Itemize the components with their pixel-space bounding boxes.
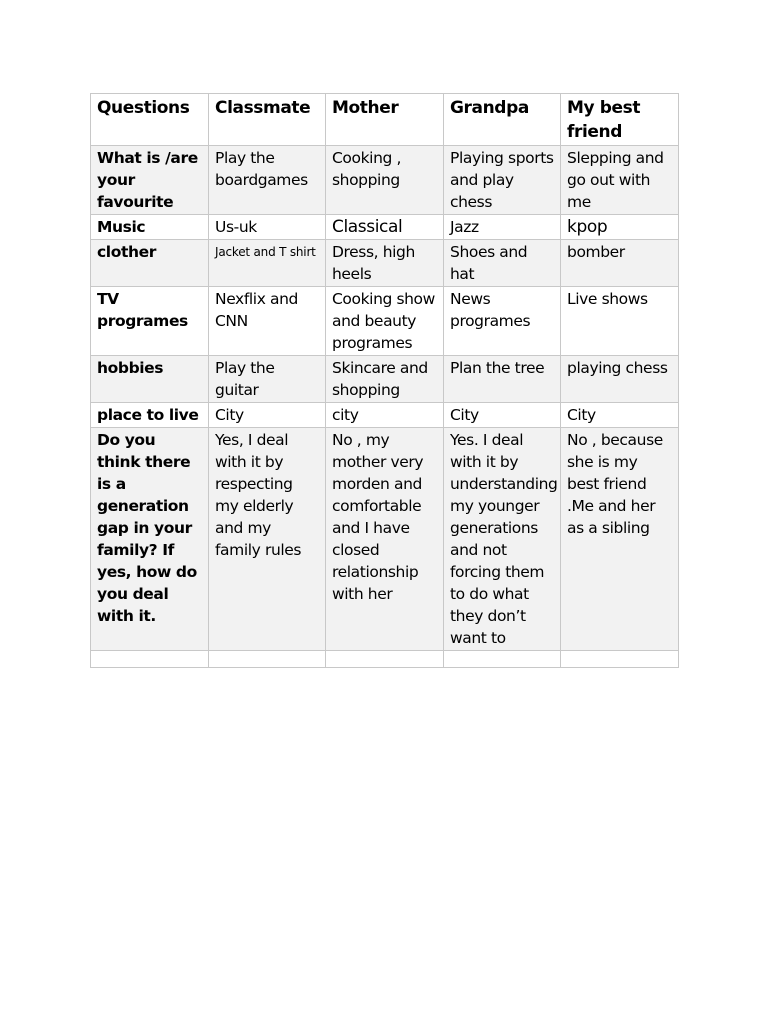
table-row xyxy=(91,403,679,428)
question-cell: What is /are your favourite xyxy=(91,146,209,215)
table-row xyxy=(91,215,679,240)
empty-cell xyxy=(91,651,209,668)
survey-table xyxy=(90,93,679,668)
answer-cell: Yes, I deal with it by respecting my elderly and my family rules xyxy=(209,428,326,651)
answer-cell: playing chess xyxy=(561,356,679,403)
answer-cell: Us-uk xyxy=(209,215,326,240)
answer-cell: Dress, high heels xyxy=(326,240,444,287)
question-cell: clother xyxy=(91,240,209,287)
answer-cell: kpop xyxy=(561,215,679,240)
answer-cell: Slepping and go out with me xyxy=(561,146,679,215)
answer-cell: Skincare and shopping xyxy=(326,356,444,403)
header-cell-classmate: Classmate xyxy=(209,94,326,146)
answer-cell: Play the boardgames xyxy=(209,146,326,215)
answer-cell: Cooking show and beauty programes xyxy=(326,287,444,356)
answer-cell: City xyxy=(444,403,561,428)
empty-cell xyxy=(326,651,444,668)
answer-cell: No , because she is my best friend .Me and her as a sibling xyxy=(561,428,679,651)
empty-cell xyxy=(561,651,679,668)
answer-cell: Live shows xyxy=(561,287,679,356)
table-row xyxy=(91,240,679,287)
answer-cell: Play the guitar xyxy=(209,356,326,403)
question-cell: place to live xyxy=(91,403,209,428)
table-header-row xyxy=(91,94,679,146)
answer-cell: No , my mother very morden and comfortable and I have closed relationship with her xyxy=(326,428,444,651)
answer-cell: City xyxy=(209,403,326,428)
table-row xyxy=(91,428,679,651)
header-cell-grandpa: Grandpa xyxy=(444,94,561,146)
answer-cell: city xyxy=(326,403,444,428)
answer-cell: Jazz xyxy=(444,215,561,240)
table-row xyxy=(91,287,679,356)
question-cell: TV programes xyxy=(91,287,209,356)
answer-cell: Shoes and hat xyxy=(444,240,561,287)
header-cell-best-friend: My best friend xyxy=(561,94,679,146)
empty-cell xyxy=(209,651,326,668)
table-row-empty xyxy=(91,651,679,668)
question-cell: Do you think there is a generation gap in your family? If yes, how do you deal with it. xyxy=(91,428,209,651)
answer-cell: Jacket and T shirt xyxy=(209,240,326,287)
table-row xyxy=(91,146,679,215)
question-cell: hobbies xyxy=(91,356,209,403)
header-cell-questions: Questions xyxy=(91,94,209,146)
answer-cell: bomber xyxy=(561,240,679,287)
answer-cell: Yes. I deal with it by understanding my younger generations and not forcing them to do what they don’t want to xyxy=(444,428,561,651)
answer-cell: Classical xyxy=(326,215,444,240)
answer-cell: News programes xyxy=(444,287,561,356)
answer-cell: Playing sports and play chess xyxy=(444,146,561,215)
question-cell: Music xyxy=(91,215,209,240)
table-row xyxy=(91,356,679,403)
empty-cell xyxy=(444,651,561,668)
header-cell-mother: Mother xyxy=(326,94,444,146)
answer-cell: Plan the tree xyxy=(444,356,561,403)
answer-cell: Nexflix and CNN xyxy=(209,287,326,356)
answer-cell: Cooking , shopping xyxy=(326,146,444,215)
answer-cell: City xyxy=(561,403,679,428)
